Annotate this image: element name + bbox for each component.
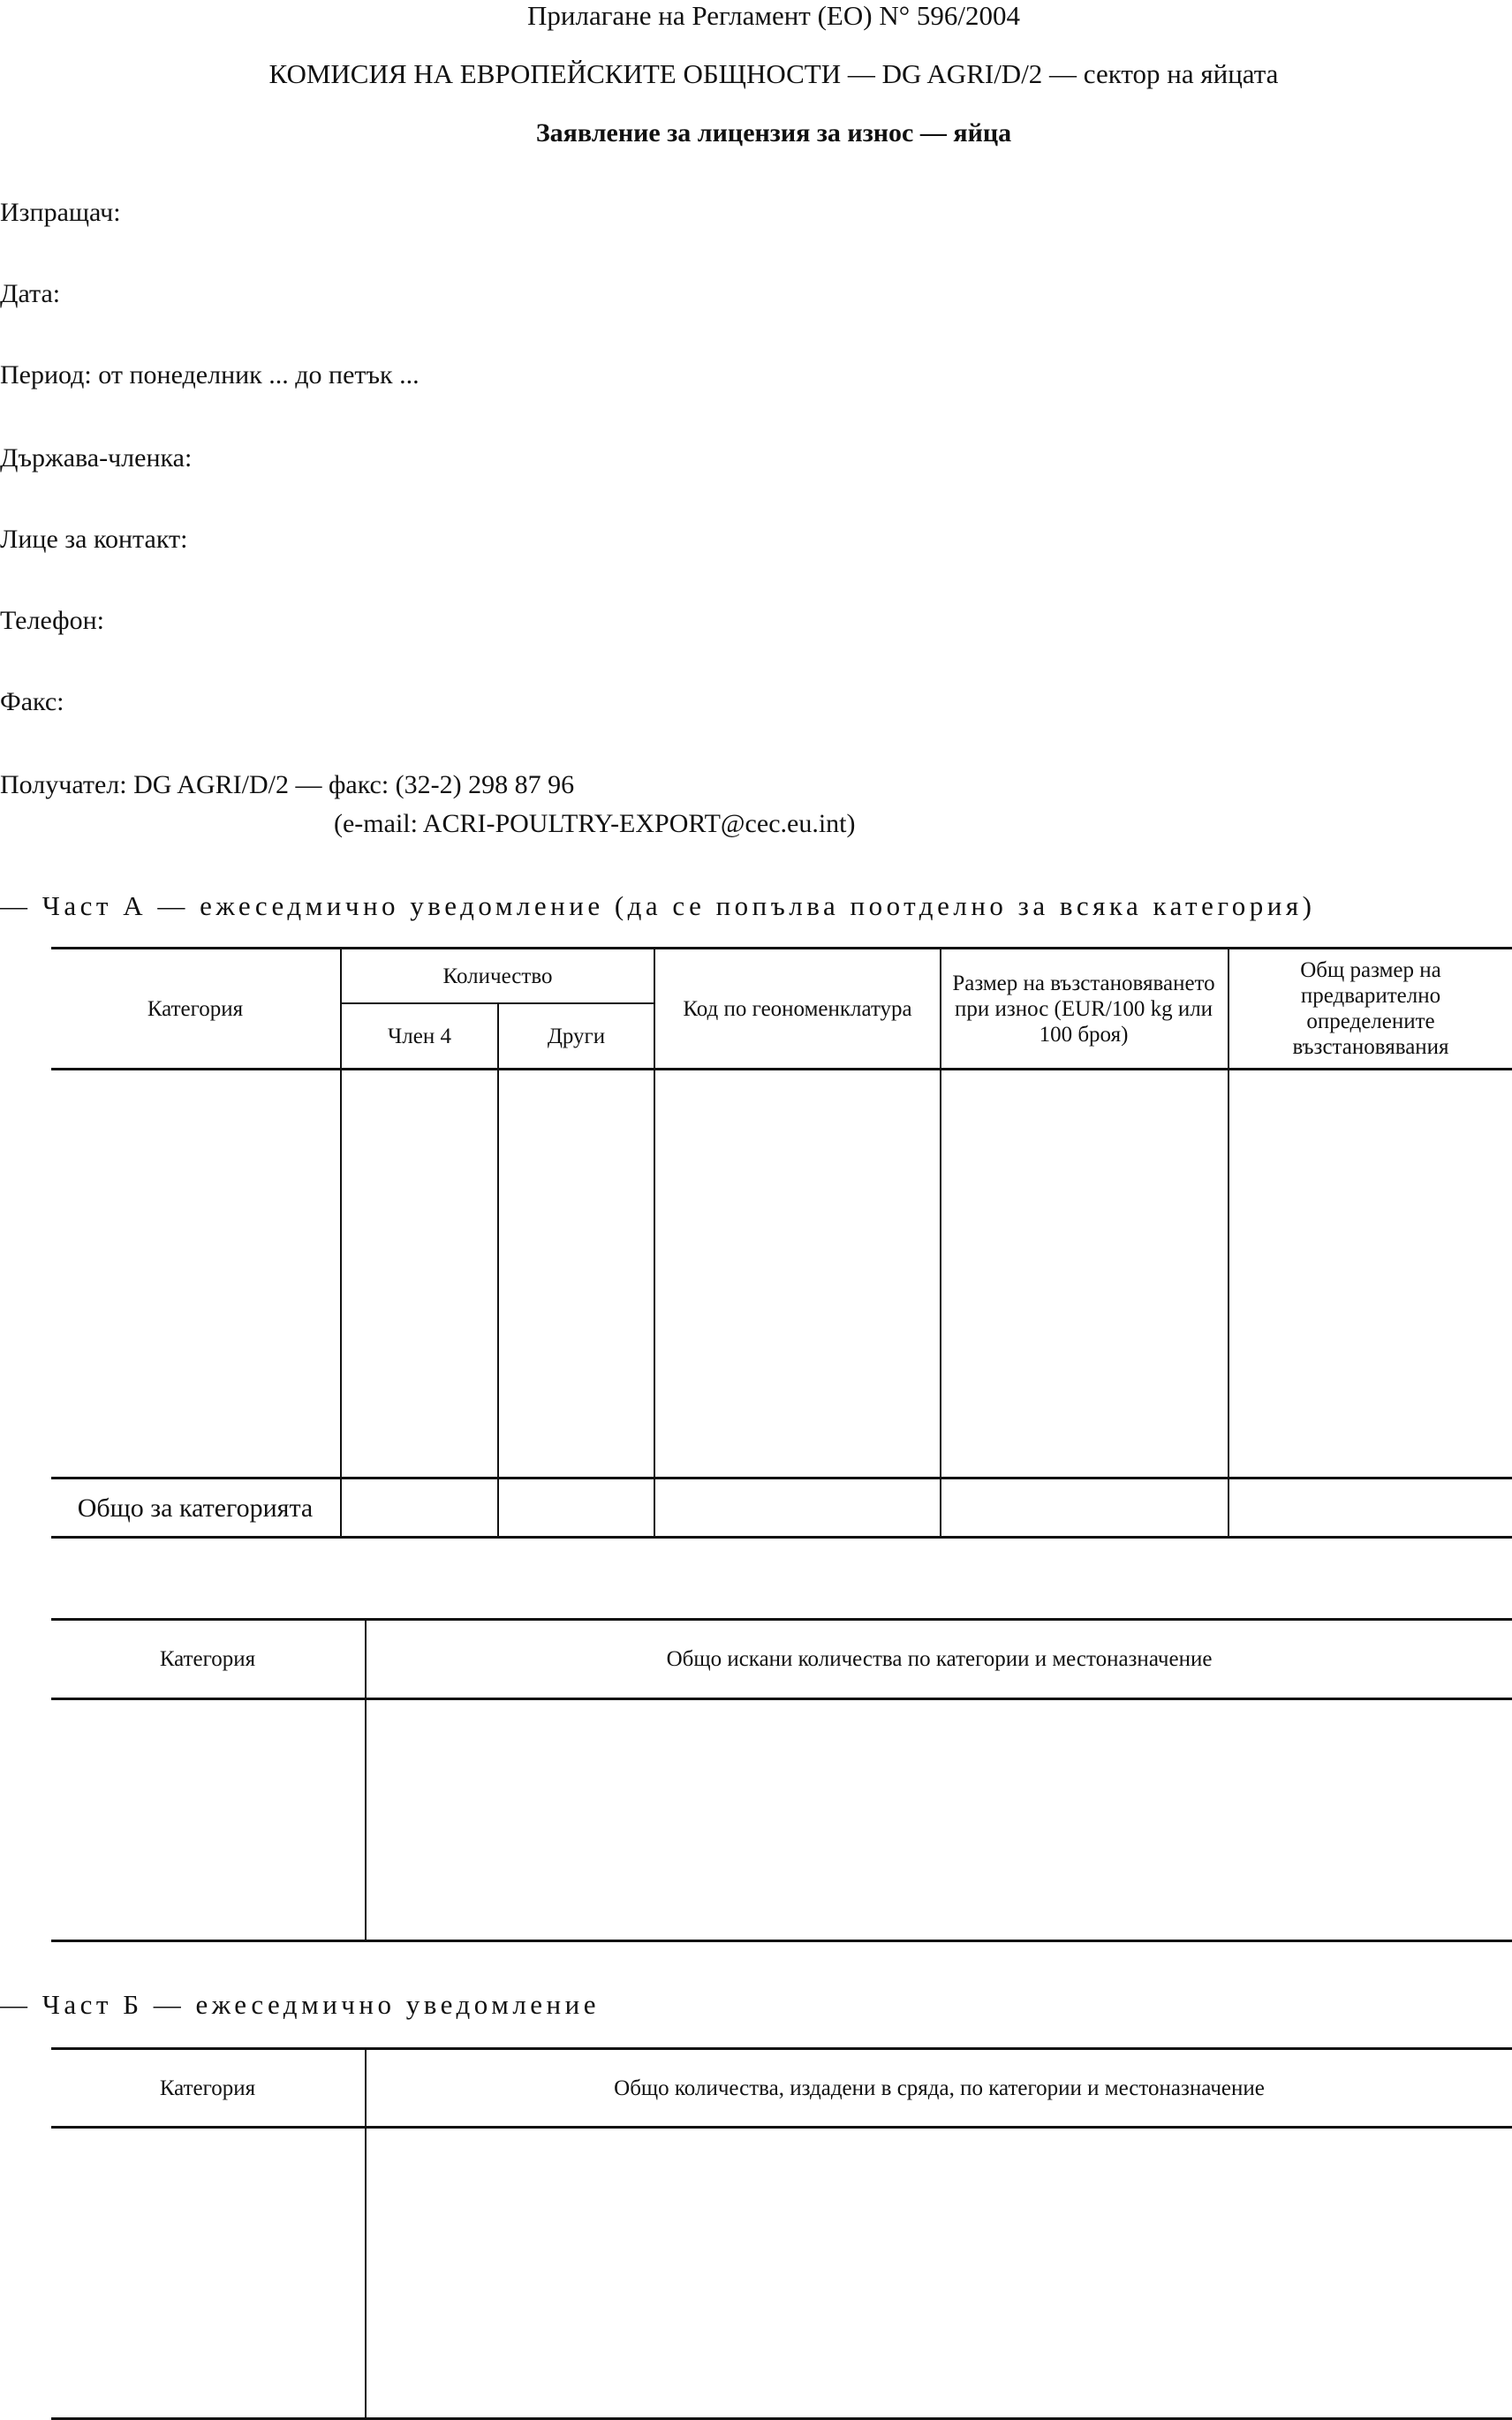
column-header-cn-code: Код по геономенклатура bbox=[683, 996, 912, 1021]
form-title: Заявление за лицензия за износ — яйца bbox=[535, 118, 1012, 147]
column-header-article-4: Член 4 bbox=[388, 1024, 451, 1048]
part-a-heading: — Част А — ежеседмично уведомление (да се попълва поотделно за всяка категория) bbox=[0, 890, 1316, 921]
phone-field: Телефон: bbox=[0, 606, 104, 635]
fax-field: Факс: bbox=[0, 687, 64, 716]
sender-field: Изпращач: bbox=[0, 198, 121, 227]
member-state-field: Държава-членка: bbox=[0, 443, 193, 473]
column-header-issued-totals: Общо количества, издадени в сряда, по категории и местоназначение bbox=[614, 2076, 1265, 2100]
commission-department: КОМИСИЯ НА ЕВРОПЕЙСКИТЕ ОБЩНОСТИ — DG AGRI/D/2 — сектор на яйцата bbox=[268, 58, 1279, 89]
column-header-category: Категория bbox=[147, 996, 244, 1021]
part-b-heading: — Част Б — ежеседмично уведомление bbox=[0, 1989, 600, 2020]
column-header-quantity: Количество bbox=[442, 964, 553, 988]
column-header-category: Категория bbox=[159, 1647, 256, 1671]
recipient-email: (e-mail: ACRI-POULTRY-EXPORT@cec.eu.int) bbox=[334, 809, 856, 838]
contact-person-field: Лице за контакт: bbox=[0, 525, 188, 554]
date-field: Дата: bbox=[0, 279, 61, 308]
period-field: Период: от понеделник ... до петък ... bbox=[0, 360, 420, 389]
category-total-label: Общо за категорията bbox=[77, 1493, 314, 1523]
column-header-other: Други bbox=[547, 1024, 606, 1048]
column-header-total-refunds: Общ размер на предварително определените възстановявания bbox=[1292, 958, 1449, 1059]
regulation-reference: Прилагане на Регламент (ЕО) N° 596/2004 bbox=[527, 0, 1020, 31]
column-header-category: Категория bbox=[159, 2076, 256, 2100]
recipient-field: Получател: DG AGRI/D/2 — факс: (32-2) 298 87 96 bbox=[0, 770, 575, 799]
column-header-refund-rate: Размер на възстановяването при износ (EUR/100 kg или 100 броя) bbox=[952, 971, 1215, 1047]
column-header-requested-totals: Общо искани количества по категории и местоназначение bbox=[666, 1647, 1213, 1671]
